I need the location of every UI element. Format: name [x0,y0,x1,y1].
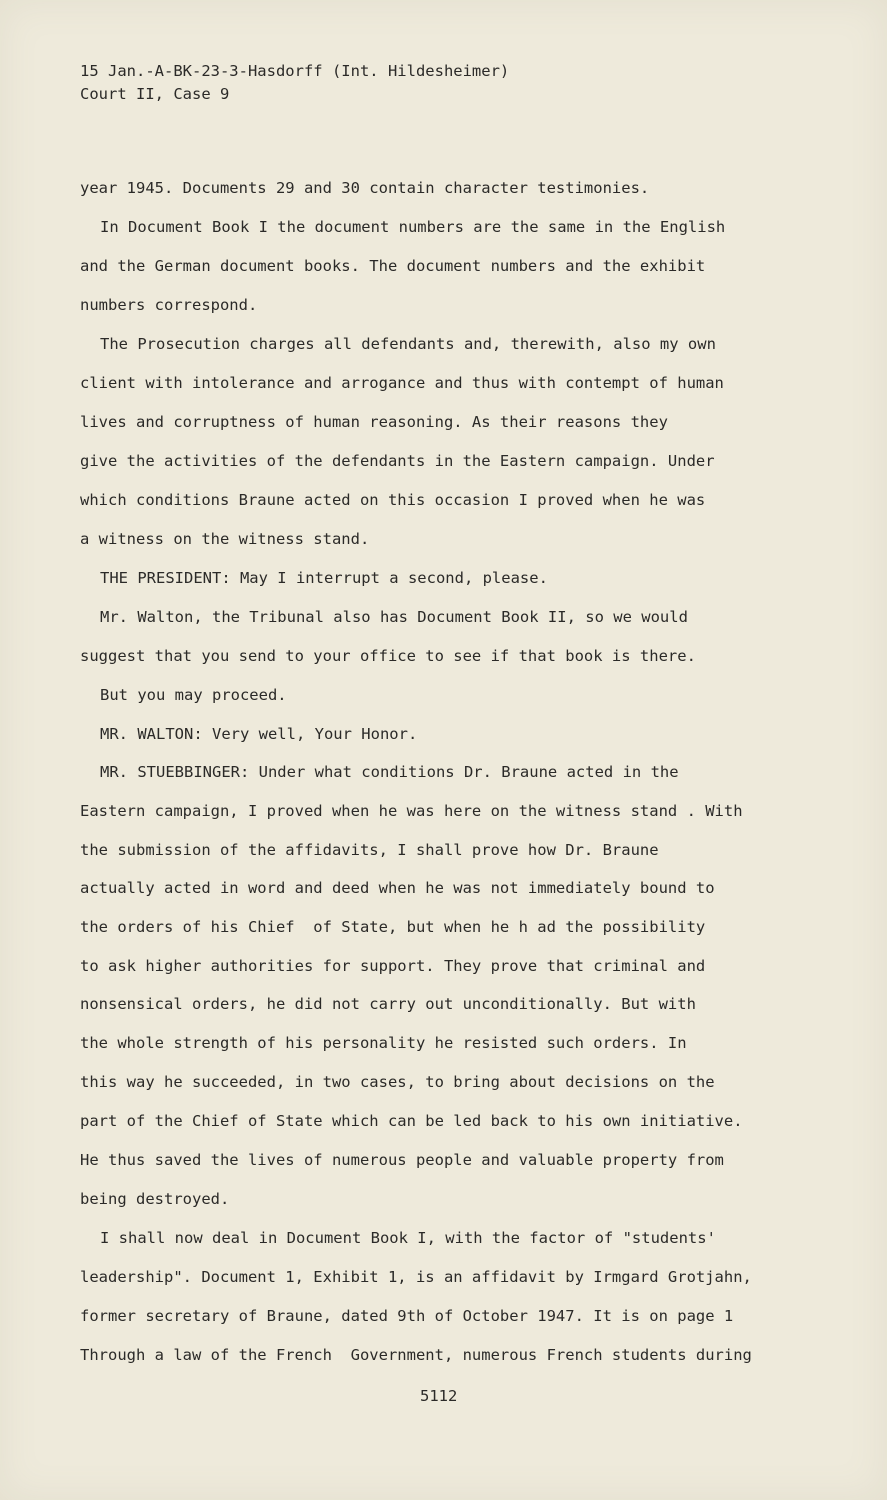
body-line: Through a law of the French Government, numerous French students during [80,1346,752,1364]
body-line: numbers correspond. [80,296,258,314]
body-line: give the activities of the defendants in the Eastern campaign. Under [80,452,715,470]
header-line-1: 15 Jan.-A-BK-23-3-Hasdorff (Int. Hildesheimer) [80,62,510,80]
body-line: nonsensical orders, he did not carry out unconditionally. But with [80,995,696,1013]
body-line: actually acted in word and deed when he was not immediately bound to [80,879,715,897]
header-line-2: Court II, Case 9 [80,85,230,103]
body-line: He thus saved the lives of numerous people and valuable property from [80,1151,724,1169]
body-line: suggest that you send to your office to see if that book is there. [80,647,696,665]
body-line: But you may proceed. [100,686,287,704]
body-line: part of the Chief of State which can be led back to his own initiative. [80,1112,743,1130]
body-line: the orders of his Chief of State, but when he h ad the possibility [80,918,706,936]
body-line: client with intolerance and arrogance and thus with contempt of human [80,374,724,392]
body-line: Eastern campaign, I proved when he was here on the witness stand . With [80,802,743,820]
body-line: I shall now deal in Document Book I, with the factor of "students' [100,1229,716,1247]
body-line: MR. STUEBBINGER: Under what conditions Dr. Braune acted in the [100,763,679,781]
body-line: which conditions Braune acted on this occasion I proved when he was [80,491,706,509]
body-line: being destroyed. [80,1190,230,1208]
body-line: MR. WALTON: Very well, Your Honor. [100,725,418,743]
body-line: and the German document books. The document numbers and the exhibit [80,257,706,275]
body-line: this way he succeeded, in two cases, to bring about decisions on the [80,1073,715,1091]
document-header [80,60,509,106]
body-line: to ask higher authorities for support. They prove that criminal and [80,957,706,975]
page-number: 5112 [420,1387,458,1405]
body-line: lives and corruptness of human reasoning. As their reasons they [80,413,668,431]
body-line: THE PRESIDENT: May I interrupt a second, please. [100,569,548,587]
body-line: year 1945. Documents 29 and 30 contain character testimonies. [80,179,650,197]
body-line: a witness on the witness stand. [80,530,370,548]
body-line: Mr. Walton, the Tribunal also has Document Book II, so we would [100,608,688,626]
body-line: the submission of the affidavits, I shall prove how Dr. Braune [80,841,659,859]
body-line: former secretary of Braune, dated 9th of October 1947. It is on page 1 [80,1307,734,1325]
body-line: The Prosecution charges all defendants and, therewith, also my own [100,335,716,353]
body-line: the whole strength of his personality he resisted such orders. In [80,1034,687,1052]
body-line: leadership". Document 1, Exhibit 1, is an affidavit by Irmgard Grotjahn, [80,1268,752,1286]
body-line: In Document Book I the document numbers are the same in the English [100,218,726,236]
